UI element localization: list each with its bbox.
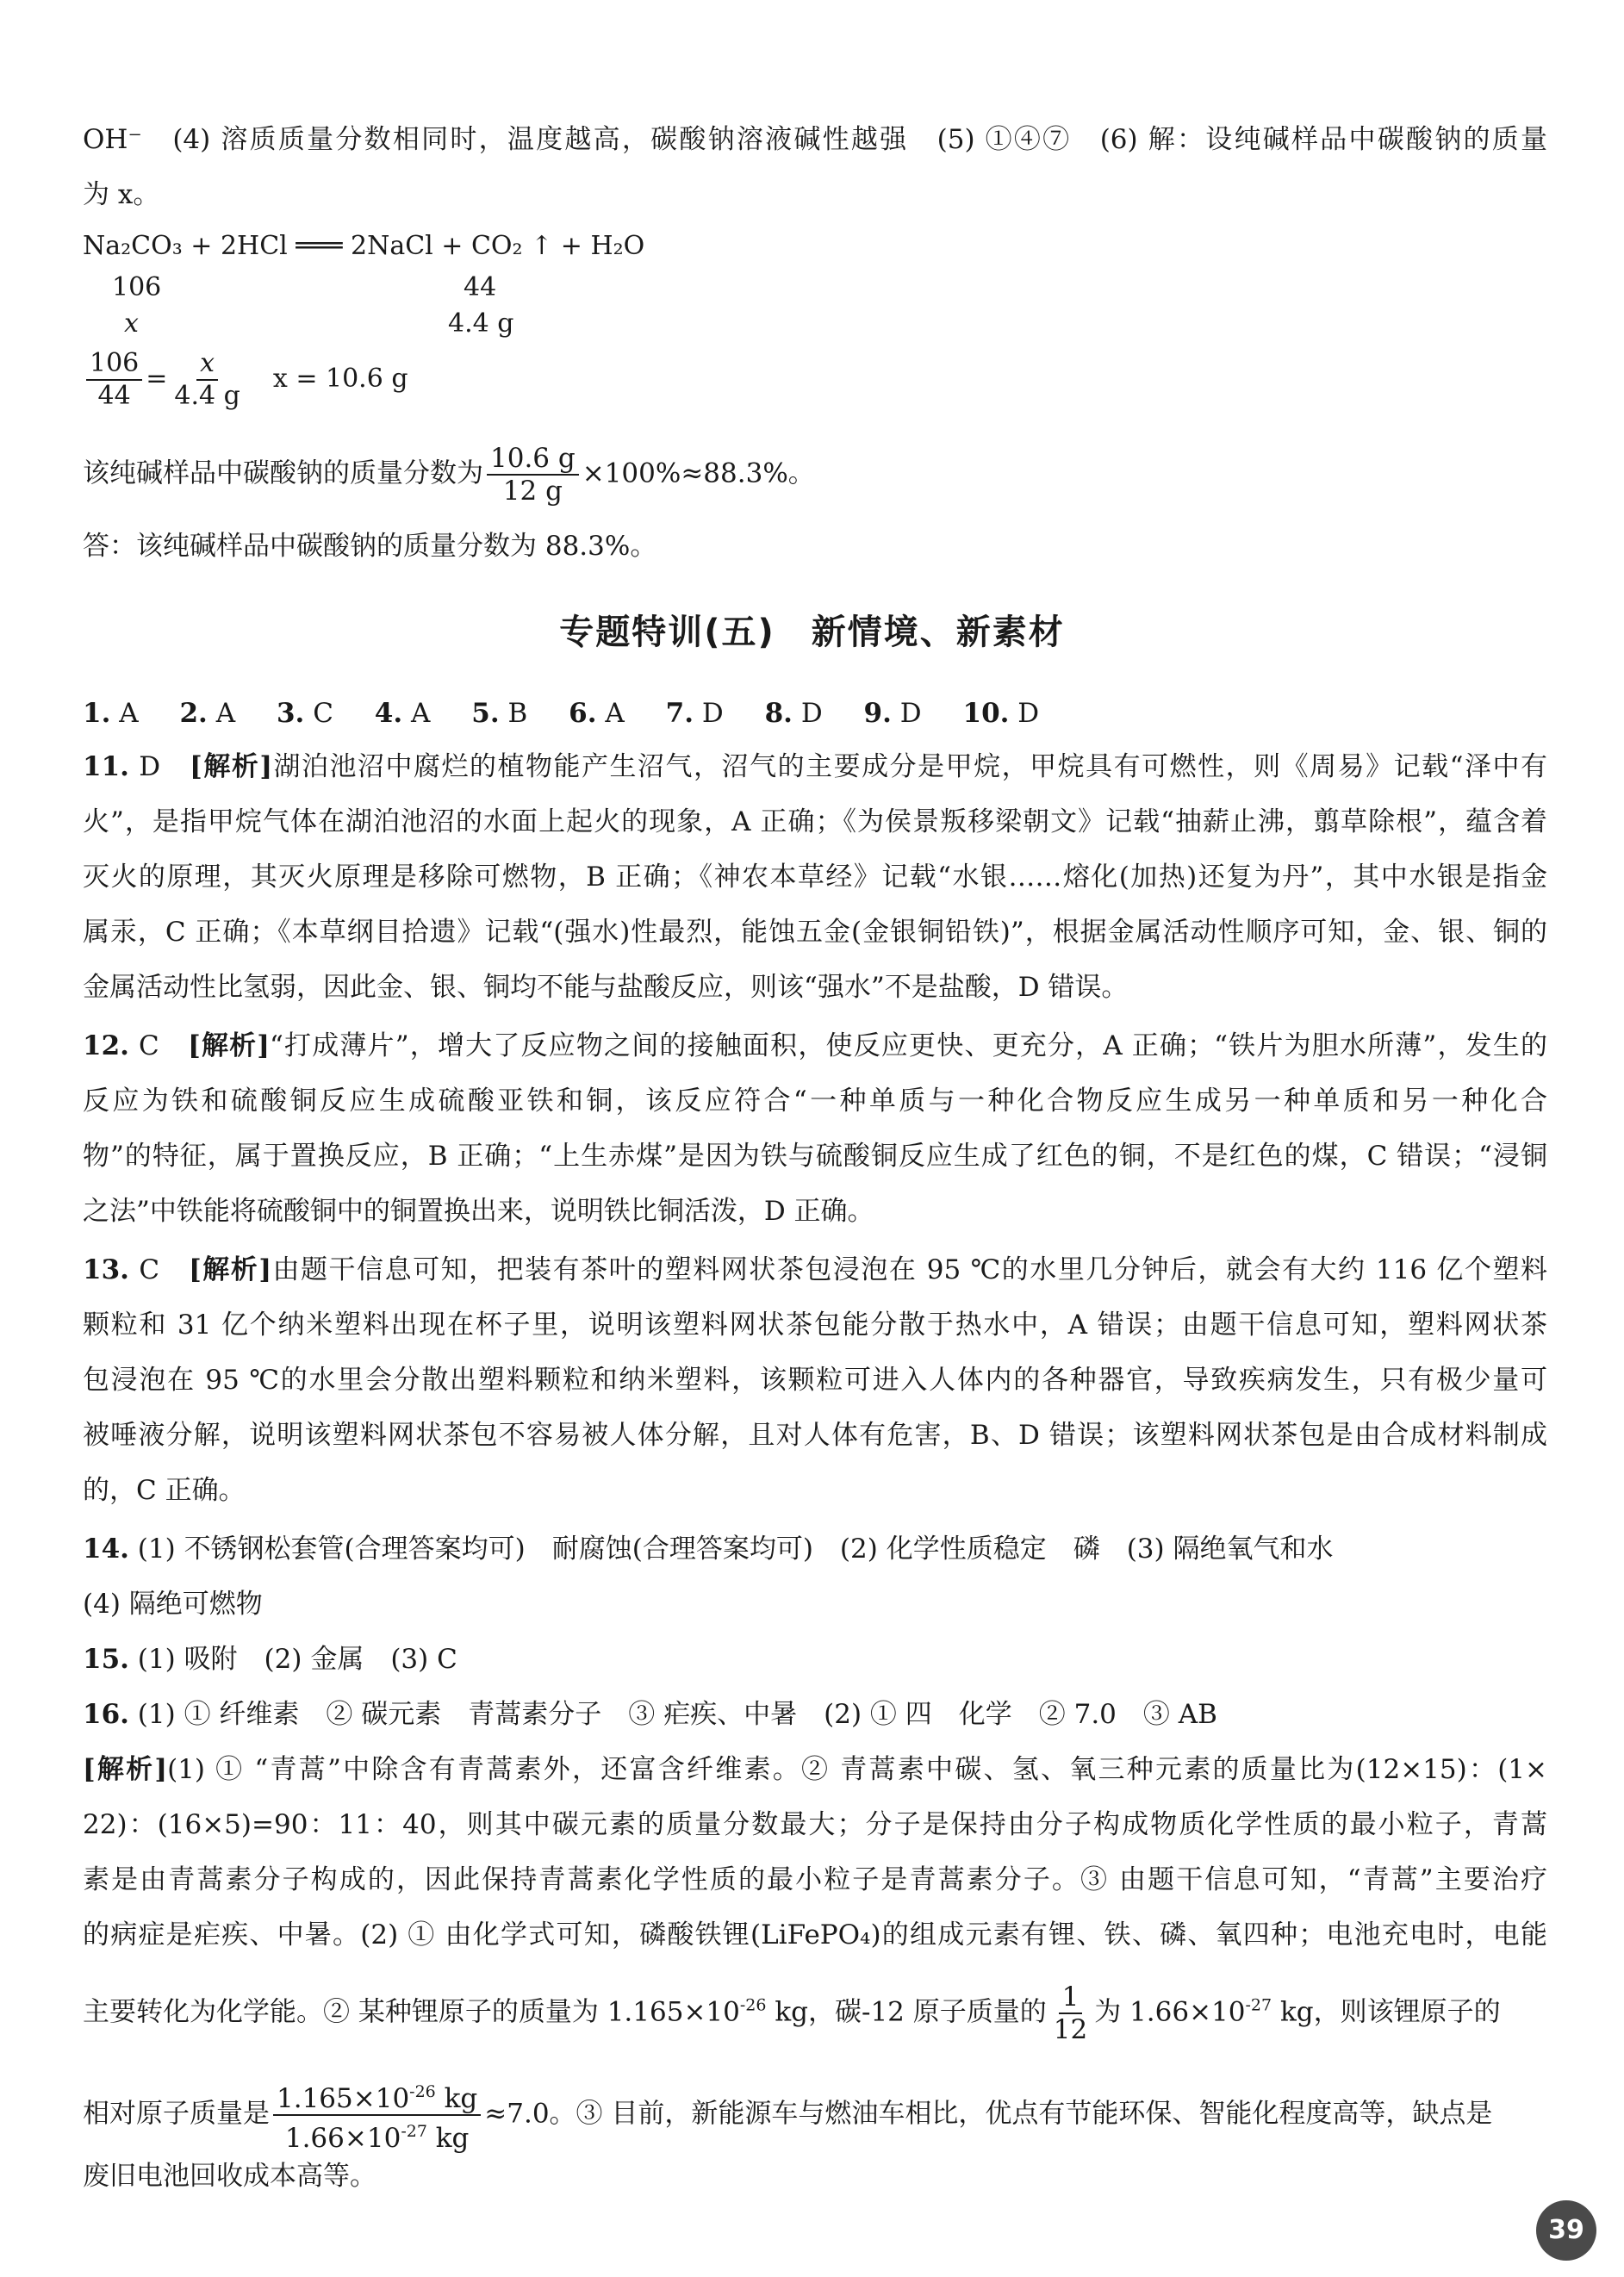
mass-fraction-prefix: 该纯碱样品中碳酸钠的质量分数为	[83, 457, 483, 489]
q12-line3: 物”的特征，属于置换反应，B 正确；“上生赤煤”是因为铁与硫酸铜反应生成了红色的铜，不是红色的煤，C 错误；“浸铜	[83, 1141, 1547, 1172]
q11-text: 湖泊池沼中腐烂的植物能产生沼气，沼气的主要成分是甲烷，甲烷具有可燃性，则《周易》记载“泽中有	[272, 751, 1547, 782]
rm-den-unit: kg	[426, 2123, 470, 2154]
choice-answer: A	[119, 698, 139, 729]
q13-answer: C	[139, 1254, 160, 1285]
equation-mass-44: 44	[464, 272, 497, 302]
choice-answer: A	[411, 698, 431, 729]
q16-frac1-exp2: -27	[1245, 1995, 1272, 2015]
q11-line5: 金属活动性比氢弱，因此金、银、铜均不能与盐酸反应，则该“强水”不是盐酸，D 错误。	[83, 972, 1129, 1003]
ratio-denominator-1: 44	[97, 381, 131, 411]
choice-answers	[83, 694, 1547, 732]
q11-line3: 灭火的原理，其灭火原理是移除可燃物，B 正确；《神农本草经》记载“水银……熔化(加热)还复为丹”，其中水银是指金	[83, 862, 1547, 893]
q13-line5: 的，C 正确。	[83, 1475, 246, 1506]
q16-number: 16.	[83, 1699, 129, 1730]
q13-analysis-tag: [解析]	[189, 1254, 271, 1285]
q12-text: “打成薄片”，增大了反应物之间的接触面积，使反应更快、更充分，A 正确；“铁片为胆水所薄”，发生的	[269, 1030, 1548, 1061]
q15-line1	[83, 1640, 1547, 1678]
choice-number: 8.	[764, 698, 793, 729]
rm-den-exp: -27	[401, 2122, 427, 2141]
q11-line2: 火”，是指甲烷气体在湖泊池沼的水面上起火的现象，A 正确；《为侯景叛移梁朝文》记载“抽薪止沸，翦草除根”，蕴含着	[83, 806, 1547, 837]
choice-number: 2.	[179, 698, 208, 729]
ratio-numerator-1: 106	[86, 348, 142, 381]
mass-fraction-line	[83, 443, 815, 507]
relative-mass-denominator	[282, 2116, 473, 2154]
choice-answer: B	[507, 698, 528, 729]
q16-frac1-exp1: -26	[739, 1995, 767, 2015]
prev-solution-answer: 答：该纯碱样品中碳酸钠的质量分数为 88.3%。	[83, 531, 657, 562]
q16-text: (1) ① “青蒿”中除含有青蒿素外，还富含纤维素。② 青蒿素中碳、氢、氧三种元素的质量比为(12×15)：(1×	[167, 1754, 1547, 1785]
mass-fraction	[487, 443, 579, 507]
ratio-equation: $\frac{106}{44}$ = $\frac{x}{4.4 g}$ x = 10.6 g	[83, 348, 408, 412]
equation-unknown-x: x	[124, 308, 139, 339]
q11-line1	[83, 748, 1547, 786]
relative-mass-fraction	[273, 2076, 481, 2154]
q12-line4: 之法”中铁能将硫酸铜中的铜置换出来，说明铁比铜活泼，D 正确。	[83, 1196, 874, 1227]
mass-fraction-suffix: ×100%≈88.3%。	[582, 457, 815, 489]
q16-frac1-text-b: kg，碳-12 原子质量的	[766, 1996, 1047, 2028]
choice-answer: C	[313, 698, 333, 729]
q16-analysis-line4: 的病症是疟疾、中暑。(2) ① 由化学式可知，磷酸铁锂(LiFePO₄)的组成元素有锂、铁、磷、氧四种；电池充电时，电能	[83, 1919, 1547, 1950]
q16-analysis-line2: 22)：(16×5)=90：11：40，则其中碳元素的质量分数最大；分子是保持由分子构成物质化学性质的最小粒子，青蒿	[83, 1809, 1547, 1840]
mass-fraction-numerator: 10.6 g	[487, 443, 579, 476]
q14-number: 14.	[83, 1534, 129, 1565]
choice-number: 9.	[863, 698, 892, 729]
q16-analysis-line5	[83, 1981, 1547, 2045]
q15-number: 15.	[83, 1644, 129, 1675]
q16-analysis-line1	[83, 1751, 1547, 1789]
q12-number: 12.	[83, 1030, 129, 1061]
rm-num-exp: -26	[409, 2082, 436, 2101]
q16-line1	[83, 1695, 1547, 1733]
equation-mass-106: 106	[112, 272, 162, 302]
choice-answer: D	[800, 698, 823, 729]
ratio-numerator-2: x	[196, 348, 218, 381]
q16-analysis-tag: [解析]	[83, 1754, 168, 1785]
page-number: 39	[1536, 2200, 1596, 2261]
choice-number: 5.	[471, 698, 500, 729]
choice-answer: D	[701, 698, 724, 729]
q16-answers: (1) ① 纤维素 ② 碳元素 青蒿素分子 ③ 疟疾、中暑 (2) ① 四 化学 ② 7.0 ③ AB	[137, 1699, 1217, 1730]
choice-number: 1.	[83, 698, 111, 729]
q16-frac1-text-a: 主要转化为化学能。② 某种锂原子的质量为 1.165×10	[83, 1996, 740, 2028]
one-twelfth-denominator: 12	[1053, 2014, 1088, 2045]
q14-line2: (4) 隔绝可燃物	[83, 1589, 263, 1620]
q13-line3: 包浸泡在 95 ℃的水里会分散出塑料颗粒和纳米塑料，该颗粒可进入人体内的各种器官，导致疾病发生，只有极少量可	[83, 1365, 1547, 1396]
equation-mass-4-4g: 4.4 g	[448, 308, 514, 339]
rm-num-unit: kg	[435, 2083, 478, 2114]
choice-number: 4.	[374, 698, 403, 729]
prev-solution-line2: 为 x。	[83, 179, 160, 210]
q11-analysis-tag: [解析]	[190, 751, 273, 782]
section-title: 专题特训(五) 新情境、新素材	[559, 613, 1065, 652]
ratio-fraction-2	[171, 348, 243, 412]
q14-text: (1) 不锈钢松套管(合理答案均可) 耐腐蚀(合理答案均可) (2) 化学性质稳定 磷 (3) 隔绝氧气和水	[137, 1534, 1334, 1565]
choice-number: 7.	[665, 698, 694, 729]
ratio-denominator-2: 4.4 g	[174, 381, 240, 411]
q11-line4: 属汞，C 正确；《本草纲目拾遗》记载“(强水)性最烈，能蚀五金(金银铜铅铁)”，根据金属活动性顺序可知，金、银、铜的	[83, 917, 1547, 948]
q16-frac1-text-d: kg，则该锂原子的	[1272, 1996, 1501, 2028]
q12-line1	[83, 1027, 1547, 1065]
choice-answer: D	[899, 698, 922, 729]
q13-number: 13.	[83, 1254, 129, 1285]
one-twelfth-numerator: 1	[1059, 1981, 1083, 2014]
q16-frac2-text-a: 相对原子质量是	[83, 2098, 270, 2130]
q12-answer: C	[138, 1030, 159, 1061]
relative-mass-numerator	[273, 2076, 481, 2116]
ratio-fraction-1	[86, 348, 142, 412]
q13-line2: 颗粒和 31 亿个纳米塑料出现在杯子里，说明该塑料网状茶包能分散于热水中，A 错误；由题干信息可知，塑料网状茶	[83, 1310, 1547, 1341]
choice-number: 3.	[276, 698, 305, 729]
chemical-equation: Na₂CO₃ + 2HCl ═══ 2NaCl + CO₂ ↑ + H₂O	[83, 231, 645, 261]
q13-text: 由题干信息可知，把装有茶叶的塑料网状茶包浸泡在 95 ℃的水里几分钟后，就会有大约 116 亿个塑料	[271, 1254, 1547, 1285]
rm-den-base: 1.66×10	[284, 2123, 401, 2154]
q14-line1	[83, 1530, 1547, 1568]
mass-fraction-denominator: 12 g	[502, 476, 563, 507]
q13-line4: 被唾液分解，说明该塑料网状茶包不容易被人体分解，且对人体有危害，B、D 错误；该塑料网状茶包是由合成材料制成	[83, 1420, 1547, 1451]
q16-frac2-text-b: ≈7.0。③ 目前，新能源车与燃油车相比，优点有节能环保、智能化程度高等，缺点是	[484, 2098, 1493, 2130]
q13-line1	[83, 1251, 1547, 1289]
q16-analysis-last: 废旧电池回收成本高等。	[83, 2161, 376, 2192]
choice-answer: A	[215, 698, 236, 729]
q11-answer: D	[139, 751, 161, 782]
q11-number: 11.	[83, 751, 129, 782]
ratio-result: x = 10.6 g	[272, 364, 408, 394]
choice-number: 10.	[962, 698, 1010, 729]
one-twelfth-fraction	[1050, 1981, 1091, 2045]
q12-analysis-tag: [解析]	[188, 1030, 270, 1061]
prev-solution-line1: OH⁻ (4) 溶质质量分数相同时，温度越高，碳酸钠溶液碱性越强 (5) ①④⑦ (6) 解：设纯碱样品中碳酸钠的质量	[83, 124, 1547, 155]
q16-analysis-line3: 素是由青蒿素分子构成的，因此保持青蒿素化学性质的最小粒子是青蒿素分子。③ 由题干信息可知，“青蒿”主要治疗	[83, 1864, 1547, 1895]
q15-text: (1) 吸附 (2) 金属 (3) C	[137, 1644, 457, 1675]
rm-num-base: 1.165×10	[277, 2083, 410, 2114]
q16-analysis-line6	[83, 2076, 1547, 2154]
q16-frac1-text-c: 为 1.66×10	[1094, 1996, 1246, 2028]
choice-number: 6.	[569, 698, 597, 729]
choice-answer: D	[1017, 698, 1040, 729]
q12-line2: 反应为铁和硫酸铜反应生成硫酸亚铁和铜，该反应符合“一种单质与一种化合物反应生成另一种单质和另一种化合	[83, 1086, 1547, 1117]
choice-answer: A	[605, 698, 625, 729]
